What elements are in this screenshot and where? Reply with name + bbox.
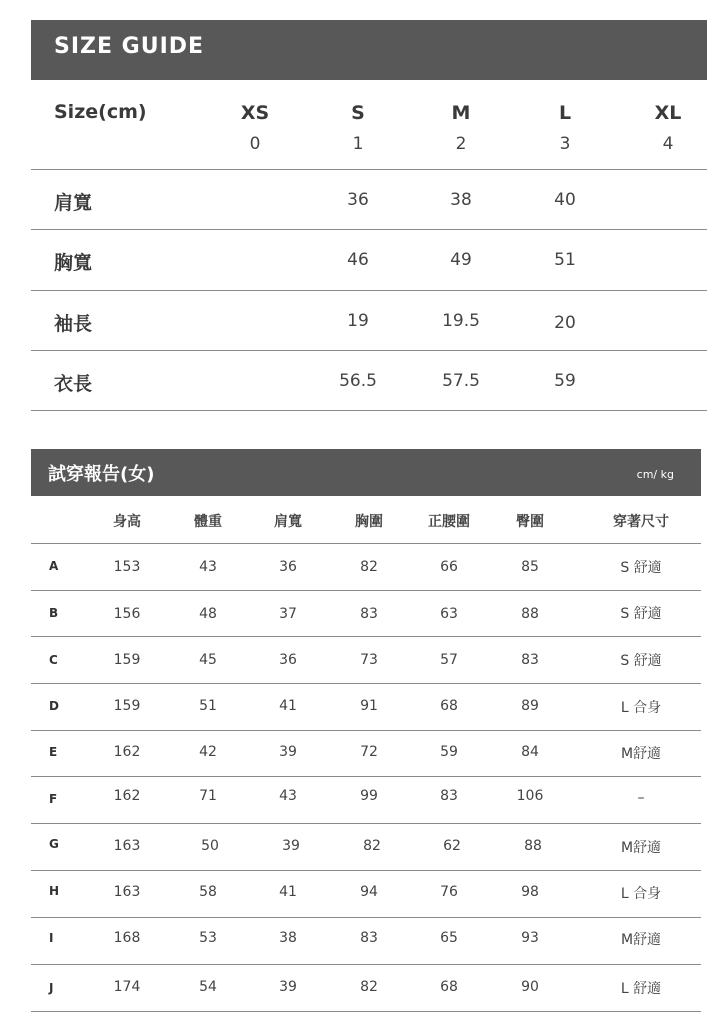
measure-value: 49	[450, 250, 472, 270]
fitting-report-header	[31, 449, 701, 496]
column-header: 穿著尺寸	[613, 514, 669, 530]
size-number: 1	[352, 134, 364, 154]
table-cell: L 舒適	[620, 981, 662, 997]
table-cell: 168	[113, 930, 141, 946]
tester-id: I	[49, 931, 54, 945]
table-cell: 159	[113, 652, 141, 668]
measure-row-chest	[31, 230, 707, 291]
table-cell: 36	[279, 559, 297, 575]
fitting-report-title: 試穿報告(女)	[48, 464, 155, 485]
table-cell: 156	[113, 606, 141, 622]
table-cell: 68	[440, 979, 458, 995]
size-column-l	[525, 102, 605, 154]
size-number: 2	[455, 134, 467, 154]
size-guide-header	[31, 20, 707, 80]
table-cell: 83	[360, 930, 378, 946]
size-column-m	[421, 102, 501, 154]
table-cell: 163	[113, 838, 141, 854]
table-cell: 58	[199, 884, 217, 900]
size-name: M	[451, 102, 471, 124]
table-cell: 82	[360, 559, 378, 575]
tester-id: G	[49, 837, 59, 851]
column-header: 身高	[113, 514, 141, 530]
table-cell: 66	[440, 559, 458, 575]
size-header-row	[31, 80, 707, 170]
tester-id: B	[49, 606, 59, 620]
size-column-s	[318, 102, 398, 154]
table-cell: 71	[199, 788, 217, 804]
measure-value: 19	[347, 311, 369, 331]
table-cell: 54	[199, 979, 217, 995]
tester-id: J	[49, 981, 54, 995]
table-cell: L 合身	[620, 700, 662, 716]
table-cell: S 舒適	[620, 560, 662, 576]
table-cell: 65	[440, 930, 458, 946]
table-cell: 63	[440, 606, 458, 622]
table-cell: 57	[440, 652, 458, 668]
measure-value: 40	[554, 190, 576, 210]
measure-row-length	[31, 351, 707, 411]
table-cell: 41	[279, 884, 297, 900]
column-header: 肩寬	[274, 514, 302, 530]
tester-id: H	[49, 884, 60, 898]
table-cell: –	[637, 790, 645, 806]
tester-id: C	[49, 653, 58, 667]
size-guide-title: SIZE GUIDE	[54, 34, 205, 59]
table-cell: 83	[521, 652, 539, 668]
tester-id: D	[49, 699, 59, 713]
table-row	[31, 777, 701, 824]
table-cell: 85	[521, 559, 539, 575]
table-row	[31, 731, 701, 777]
size-unit-label: Size(cm)	[54, 101, 147, 123]
table-cell: 174	[113, 979, 141, 995]
table-cell: 43	[279, 788, 297, 804]
table-cell: 73	[360, 652, 378, 668]
table-row	[31, 918, 701, 965]
table-cell: 37	[279, 606, 297, 622]
table-cell: 50	[201, 838, 219, 854]
table-row	[31, 544, 701, 591]
table-cell: 83	[440, 788, 458, 804]
table-cell: 82	[363, 838, 381, 854]
table-cell: 45	[199, 652, 217, 668]
measure-value: 56.5	[339, 371, 377, 391]
table-cell: 36	[279, 652, 297, 668]
column-header: 體重	[194, 514, 222, 530]
table-cell: 51	[199, 698, 217, 714]
table-cell: 163	[113, 884, 141, 900]
table-cell: 90	[521, 979, 539, 995]
measure-label: 胸寬	[54, 252, 93, 274]
measure-row-sleeve	[31, 291, 707, 351]
table-cell: 98	[521, 884, 539, 900]
table-row	[31, 684, 701, 731]
table-cell: 68	[440, 698, 458, 714]
measure-value: 38	[450, 190, 472, 210]
table-cell: 41	[279, 698, 297, 714]
size-number: 0	[249, 134, 261, 154]
table-cell: S 舒適	[620, 606, 662, 622]
table-cell: 106	[516, 788, 544, 804]
column-header: 正腰圍	[428, 514, 470, 530]
table-cell: 62	[443, 838, 461, 854]
size-name: L	[558, 102, 572, 124]
table-cell: M舒適	[620, 932, 662, 948]
unit-label: cm/ kg	[636, 468, 674, 481]
measure-value: 19.5	[442, 311, 480, 331]
table-cell: L 合身	[620, 886, 662, 902]
table-cell: 43	[199, 559, 217, 575]
table-cell: 99	[360, 788, 378, 804]
table-cell: 48	[199, 606, 217, 622]
measure-label: 袖長	[54, 313, 93, 335]
size-name: S	[351, 102, 365, 124]
tester-id: A	[49, 559, 59, 573]
measure-value: 20	[554, 313, 576, 333]
table-cell: 72	[360, 744, 378, 760]
table-cell: M舒適	[620, 746, 662, 762]
size-column-xl	[628, 102, 708, 154]
size-name: XS	[240, 102, 270, 124]
table-cell: 59	[440, 744, 458, 760]
size-column-xs	[215, 102, 295, 154]
column-header: 臀圍	[516, 514, 544, 530]
size-number: 4	[662, 134, 674, 154]
table-cell: 88	[524, 838, 542, 854]
measure-label: 衣長	[54, 373, 93, 395]
measure-row-shoulder	[31, 170, 707, 230]
measure-value: 36	[347, 190, 369, 210]
table-cell: 38	[279, 930, 297, 946]
measure-value: 59	[554, 371, 576, 391]
table-row	[31, 965, 701, 1012]
measure-value: 57.5	[442, 371, 480, 391]
table-cell: 89	[521, 698, 539, 714]
table-cell: 82	[360, 979, 378, 995]
tester-id: F	[49, 792, 58, 806]
tester-id: E	[49, 745, 58, 759]
table-cell: 159	[113, 698, 141, 714]
table-cell: 76	[440, 884, 458, 900]
table-row	[31, 637, 701, 684]
table-cell: 162	[113, 744, 141, 760]
table-row	[31, 871, 701, 918]
fitting-column-header-row	[31, 496, 701, 544]
measure-value: 51	[554, 250, 576, 270]
table-cell: 39	[279, 979, 297, 995]
table-cell: 88	[521, 606, 539, 622]
table-cell: 94	[360, 884, 378, 900]
table-cell: S 舒適	[620, 653, 662, 669]
measure-label: 肩寬	[54, 192, 93, 214]
table-cell: 53	[199, 930, 217, 946]
size-name: XL	[654, 102, 682, 124]
column-header: 胸圍	[355, 514, 383, 530]
table-cell: 39	[279, 744, 297, 760]
table-row	[31, 824, 701, 871]
table-cell: M舒適	[620, 840, 662, 856]
table-cell: 91	[360, 698, 378, 714]
table-cell: 42	[199, 744, 217, 760]
table-cell: 162	[113, 788, 141, 804]
table-cell: 84	[521, 744, 539, 760]
table-cell: 39	[282, 838, 300, 854]
measure-value: 46	[347, 250, 369, 270]
table-row	[31, 591, 701, 637]
table-cell: 83	[360, 606, 378, 622]
size-number: 3	[559, 134, 571, 154]
table-cell: 93	[521, 930, 539, 946]
table-cell: 153	[113, 559, 141, 575]
